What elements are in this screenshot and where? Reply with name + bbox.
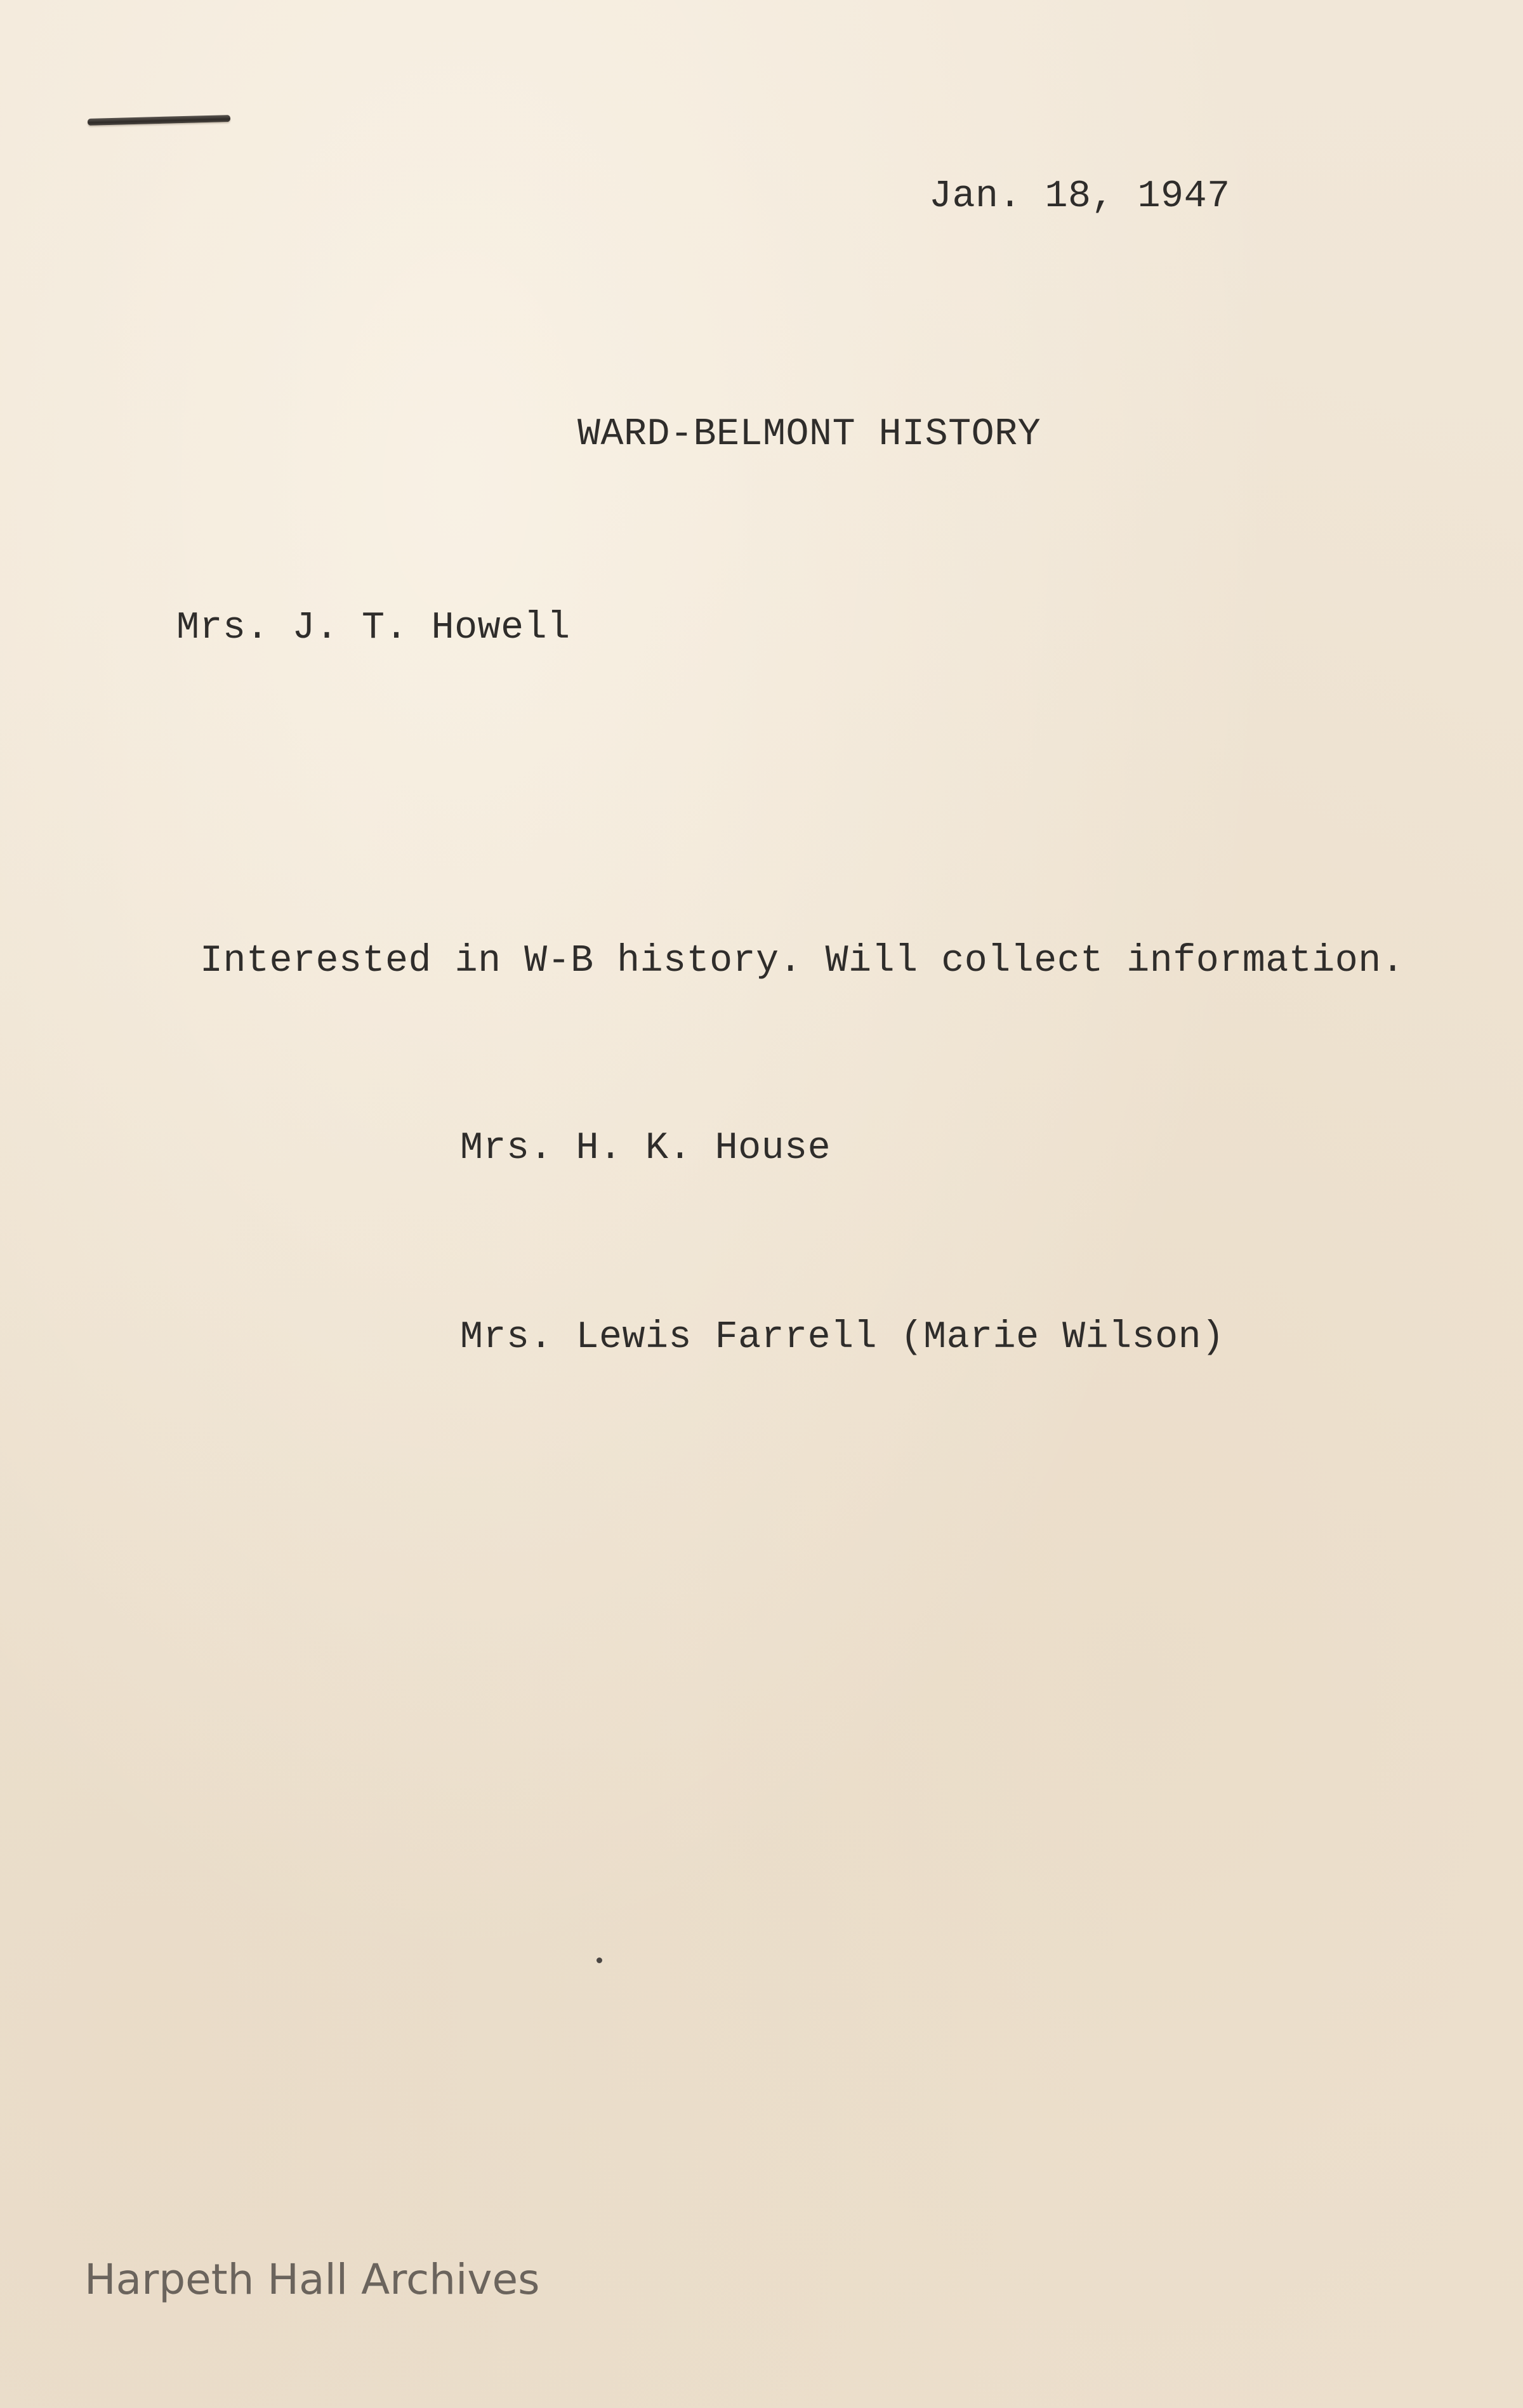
recipient-name: Mrs. J. T. Howell xyxy=(176,607,570,650)
note-text: Interested in W-B history. Will collect information. xyxy=(200,940,1405,983)
document-heading: WARD-BELMONT HISTORY xyxy=(577,413,1041,456)
staple-mark xyxy=(88,115,230,126)
document-date: Jan. 18, 1947 xyxy=(929,175,1230,218)
contact-house: Mrs. H. K. House xyxy=(460,1127,831,1170)
archive-watermark: Harpeth Hall Archives xyxy=(84,2255,540,2304)
ink-speck xyxy=(597,1957,602,1963)
contact-farrell: Mrs. Lewis Farrell (Marie Wilson) xyxy=(460,1316,1225,1359)
